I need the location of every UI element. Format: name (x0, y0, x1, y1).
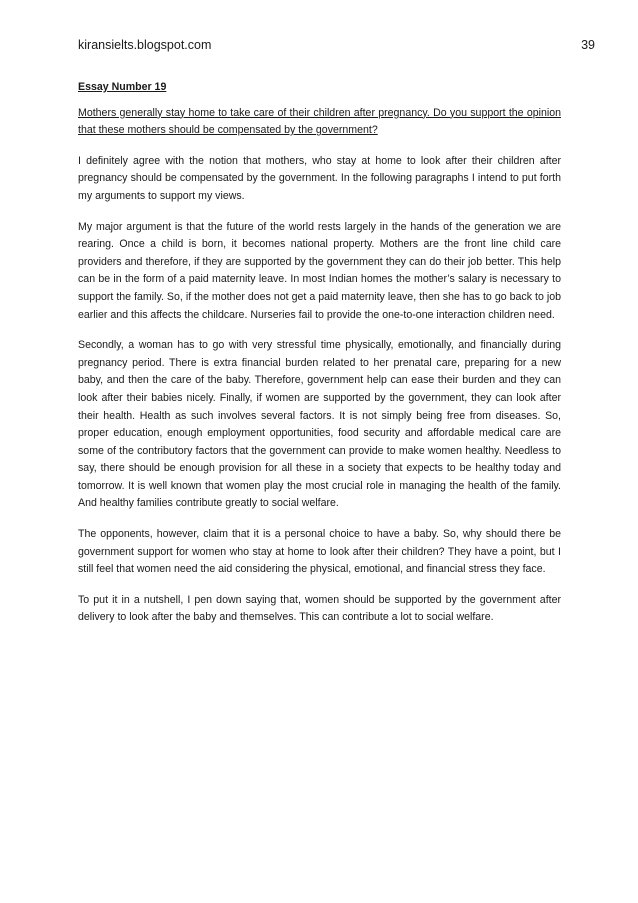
essay-paragraph-introduction: I definitely agree with the notion that mothers, who stay at home to look after their children after pregnancy should be compensated by the government. In the following paragraphs I intend to put forth my arguments to support my views. (78, 154, 561, 202)
page-number: 39 (581, 38, 595, 52)
essay-body (78, 79, 561, 640)
essay-question: Mothers generally stay home to take care of their children after pregnancy. Do you support the opinion that these mothers should be compensated by the government? (78, 106, 561, 137)
essay-paragraph-second-argument: Secondly, a woman has to go with very stressful time physically, emotionally, and financially during pregnancy period. There is extra financial burden related to her prenatal care, preparing for a new baby, and then the care of the baby. Therefore, government help can ease their burden and they can look after their babies nicely. Finally, if women are supported by the government, they can look after their health. Health as such involves several factors. It is not simply being free from diseases. So, proper education, enough employment opportunities, food security and affordable medical care are some of the contributory factors that the government can provide to make women healthy. Needless to say, there should be enough provision for all these in a society that expects to be healthy today and tomorrow. It is well known that women play the most crucial role in managing the health of the family. And healthy families contribute greatly to social welfare. (78, 339, 561, 510)
essay-paragraph-opposing-view: The opponents, however, claim that it is a personal choice to have a baby. So, why should there be government support for women who stay at home to look after their children? They have a point, but I still feel that women need the aid considering the physical, emotional, and financial stress they face. (78, 528, 561, 576)
essay-paragraph-conclusion: To put it in a nutshell, I pen down saying that, women should be supported by the government after delivery to look after the baby and themselves. This can contribute a lot to social welfare. (78, 593, 561, 624)
essay-number-heading: Essay Number 19 (78, 81, 167, 93)
site-name: kiransielts.blogspot.com (78, 38, 212, 52)
essay-paragraph-major-argument: My major argument is that the future of the world rests largely in the hands of the generation we are rearing. Once a child is born, it becomes national property. Mothers are the front line child care providers and therefore, if they are supported by the government they can do their job better. This help can be in the form of a paid maternity leave. In most Indian homes the mother’s salary is necessary to support the family. So, if the mother does not get a paid maternity leave, then she has to go back to job earlier and this affects the childcare. Nurseries fail to provide the one-to-one interaction children need. (78, 220, 561, 321)
page-header (78, 38, 595, 52)
